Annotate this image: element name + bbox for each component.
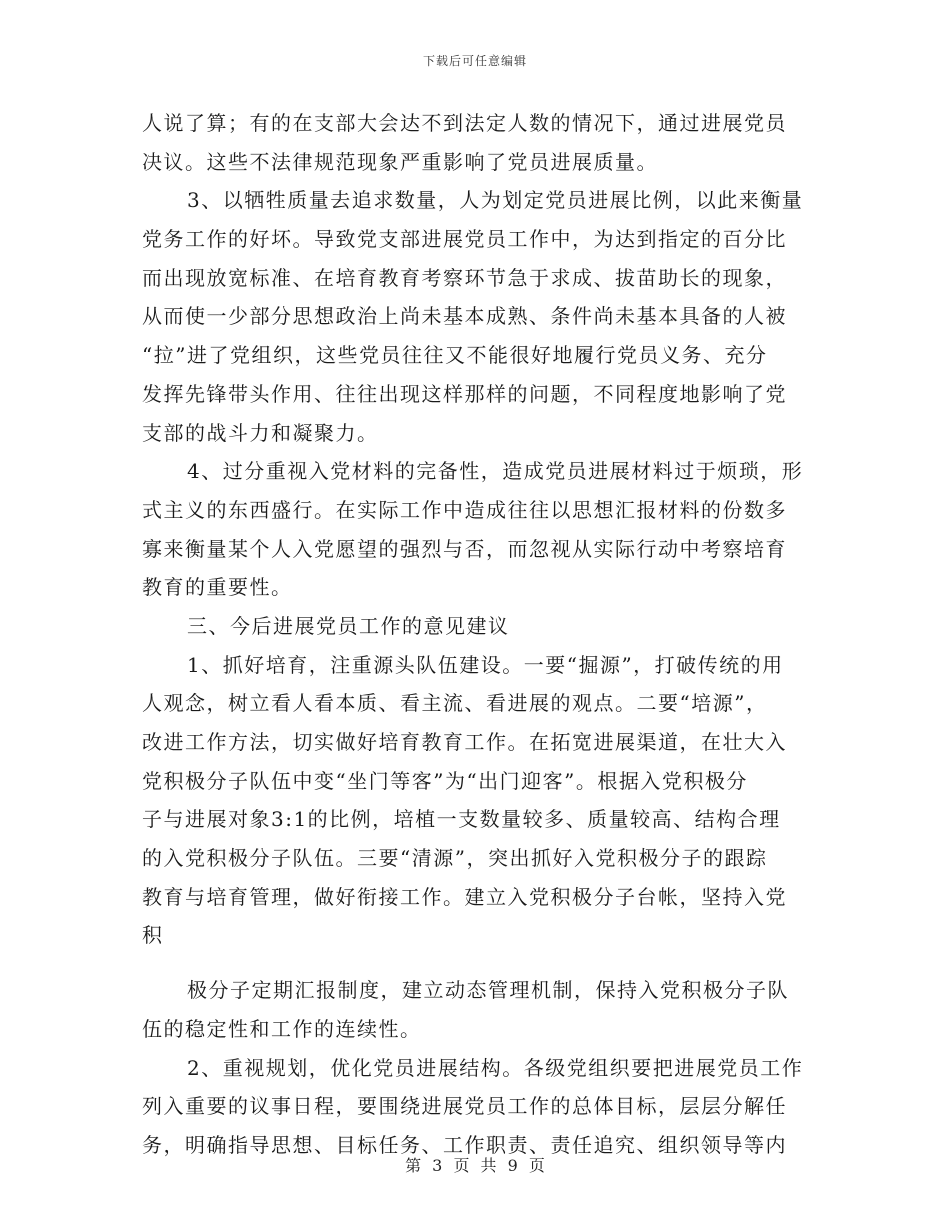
- text-line: 教育的重要性。: [142, 575, 293, 600]
- paragraph-start-line: 1、抓好培育，注重源头队伍建设。一要“掘源”，打破传统的用: [187, 652, 784, 677]
- paragraph-start-line: 3、以牺牲质量去追求数量，人为划定党员进展比例，以此来衡量: [187, 188, 804, 213]
- text-line: 党务工作的好坏。导致党支部进展党员工作中，为达到指定的百分比: [142, 227, 787, 252]
- section-heading: 三、今后进展党员工作的意见建议: [187, 613, 510, 638]
- text-line: 伍的稳定性和工作的连续性。: [142, 1016, 422, 1041]
- text-line: 改进工作方法，切实做好培育教育工作。在拓宽进展渠道，在壮大入: [142, 730, 787, 754]
- text-line: 寡来衡量某个人入党愿望的强烈与否，而忽视从实际行动中考察培育: [142, 536, 787, 561]
- document-body: [142, 104, 808, 1165]
- paragraph-start-line: 4、过分重视入党材料的完备性，造成党员进展材料过于烦琐，形: [187, 459, 804, 484]
- text-line: 列入重要的议事日程，要围绕进展党员工作的总体目标，层层分解任: [142, 1094, 787, 1119]
- text-line: 教育与培育管理，做好衔接工作。建立入党积极分子台帐，坚持入党: [142, 884, 787, 909]
- text-line: 支部的战斗力和凝聚力。: [142, 420, 379, 445]
- text-line: “拉”进了党组织，这些党员往往又不能很好地履行党员义务、充分: [142, 343, 768, 368]
- text-line: 决议。这些不法律规范现象严重影响了党员进展质量。: [142, 149, 658, 174]
- text-line: 从而使一少部分思想政治上尚未基本成熟、条件尚未基本具备的人被: [142, 304, 787, 329]
- text-line: 子与进展对象3:1的比例，培植一支数量较多、质量较高、结构合理: [142, 807, 781, 832]
- header-note: 下载后可任意编辑: [422, 54, 527, 68]
- text-line: 人说了算；有的在支部大会达不到法定人数的情况下，通过进展党员: [142, 111, 787, 135]
- text-line: 务，明确指导思想、目标任务、工作职责、责任追究、组织领导等内: [142, 1132, 787, 1157]
- text-line: 的入党积极分子队伍。三要“清源”，突出抓好入党积极分子的跟踪: [142, 846, 768, 871]
- page-number: 第 3 页 共 9 页: [405, 1156, 545, 1175]
- text-line: 式主义的东西盛行。在实际工作中造成往往以思想汇报材料的份数多: [142, 497, 787, 522]
- text-line: 人观念，树立看人看本质、看主流、看进展的观点。二要“培源”，: [142, 691, 768, 716]
- paragraph-gap: [142, 955, 808, 971]
- text-line: 党积极分子队伍中变“坐门等客”为“出门迎客”。根据入党积极分: [142, 768, 748, 793]
- text-line: 而出现放宽标准、在培育教育考察环节急于求成、拔苗助长的现象，: [142, 265, 787, 290]
- text-line: 积: [142, 923, 164, 948]
- paragraph-start-line: 极分子定期汇报制度，建立动态管理机制，保持入党积极分子队: [187, 978, 789, 1003]
- paragraph-start-line: 2、重视规划，优化党员进展结构。各级党组织要把进展党员工作: [187, 1055, 804, 1080]
- text-line: 发挥先锋带头作用、往往出现这样那样的问题，不同程度地影响了党: [142, 381, 787, 406]
